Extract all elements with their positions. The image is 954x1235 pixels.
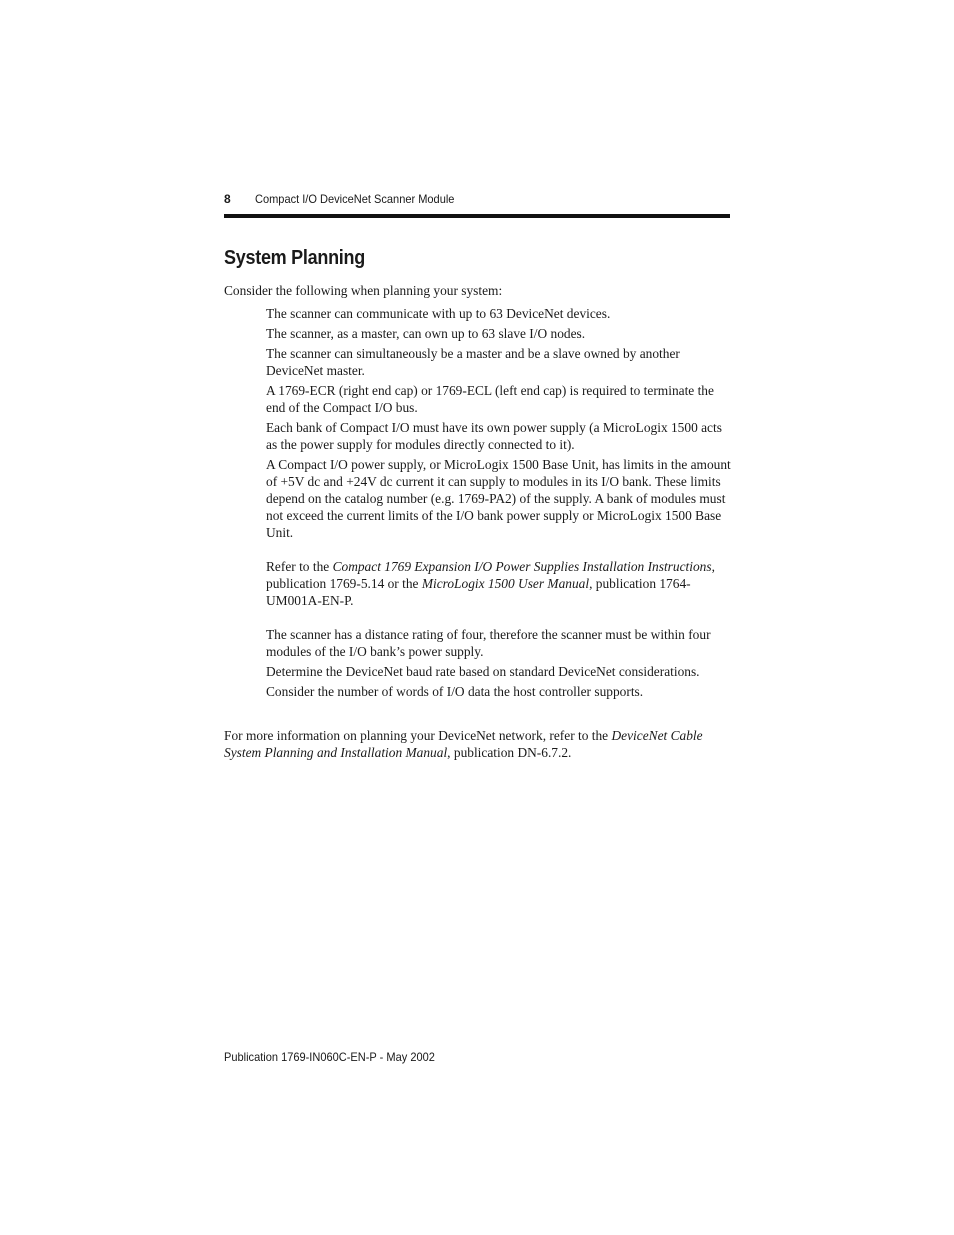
- running-head: Compact I/O DeviceNet Scanner Module: [255, 192, 455, 206]
- list-item: Each bank of Compact I/O must have its own power supply (a MicroLogix 1500 acts as the power supply for modules directly connected to it).: [266, 420, 722, 452]
- list-item: The scanner can simultaneously be a master and be a slave owned by another DeviceNet master.: [266, 346, 680, 378]
- section-title: System Planning: [224, 247, 365, 269]
- closing-suffix: , publication DN-6.7.2.: [447, 745, 572, 760]
- intro-paragraph: Consider the following when planning your system:: [224, 283, 503, 298]
- refer-title-micrologix: MicroLogix 1500 User Manual: [421, 576, 590, 591]
- refer-mid: , publication 1769-5.14 or the: [266, 559, 715, 591]
- considerations-list: [266, 305, 732, 703]
- refer-suffix: , publication 1764-UM001A-EN-P.: [266, 576, 691, 608]
- list-item: The scanner has a distance rating of four, therefore the scanner must be within four modules of the I/O bank’s power supply.: [266, 627, 711, 659]
- closing-paragraph: [224, 727, 730, 761]
- list-item: Determine the DeviceNet baud rate based on standard DeviceNet considerations.: [266, 664, 700, 679]
- header-rule: [224, 214, 730, 218]
- page-number: 8: [224, 192, 231, 206]
- list-item: Consider the number of words of I/O data the host controller supports.: [266, 684, 644, 699]
- list-item: A 1769-ECR (right end cap) or 1769-ECL (left end cap) is required to terminate the end of the Compact I/O bus.: [266, 383, 714, 415]
- list-item: [266, 456, 732, 609]
- refer-note: [266, 558, 732, 609]
- refer-title-power-supplies: Compact 1769 Expansion I/O Power Supplies Installation Instructions: [332, 559, 712, 574]
- list-item: The scanner can communicate with up to 63 DeviceNet devices.: [266, 306, 611, 321]
- list-item: The scanner, as a master, can own up to 63 slave I/O nodes.: [266, 326, 586, 341]
- closing-manual-title: DeviceNet Cable System Planning and Installation Manual: [224, 728, 703, 760]
- list-item-text: A Compact I/O power supply, or MicroLogix 1500 Base Unit, has limits in the amount of +5V dc and +24V dc current it can supply to modules in its I/O bank. These limits depend on the catalog number (e.g. 1769-PA2) of the supply. A bank of modules must not exceed the current limits of the I/O bank power supply or MicroLogix 1500 Base Unit.: [266, 457, 731, 540]
- publication-footer: Publication 1769-IN060C-EN-P - May 2002: [224, 1050, 435, 1064]
- closing-prefix: For more information on planning your DeviceNet network, refer to the: [224, 728, 612, 743]
- refer-prefix: Refer to the: [266, 559, 333, 574]
